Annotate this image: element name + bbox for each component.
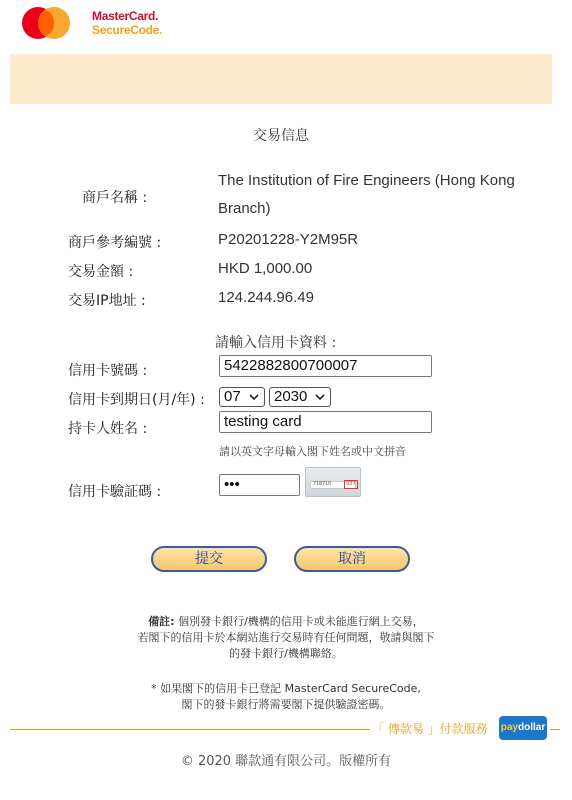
expiry-year-value: 2030 [274,388,308,405]
header-banner [10,54,552,104]
copyright: © 2020 聯款通有限公司。版權所有 [180,754,392,769]
card-back-digits: 718710 [313,481,332,487]
card-back-cvv-icon [305,467,361,497]
paydollar-logo [499,716,547,740]
holder-name-input[interactable]: testing card [219,411,432,433]
ip-value: 124.244.96.49 [218,289,314,306]
amount-value: HKD 1,000.00 [218,260,313,277]
expiry-label: 信用卡到期日(月/年) : [68,392,205,408]
transaction-title: 交易信息 [253,128,309,144]
remark-bold: 備註: [148,615,175,628]
amount-label: 交易金額 : [68,264,134,280]
ip-label: 交易IP地址 : [68,293,146,309]
brand-line-2: SecureCode. [92,23,163,37]
merchant-name-line1: The Institution of Fire Engineers (Hong Kong [218,172,515,189]
paydollar-dollar: dollar [518,722,546,733]
card-number-label: 信用卡號碼 : [68,363,148,379]
merchant-ref-value: P20201228-Y2M95R [218,231,359,248]
remark-line-1 [0,614,572,630]
card-back-cvv-box: 037 [344,480,358,489]
card-form-prompt: 請輸入信用卡資料 : [215,335,337,351]
cvv-label: 信用卡驗証碼 : [68,484,162,500]
expiry-month-value: 07 [224,388,241,405]
payment-service-text: 「 傳款易 」付款服務 [372,722,488,736]
footer-divider [10,729,370,730]
cvv-input[interactable]: ••• [219,474,300,496]
expiry-month-select[interactable] [219,387,265,407]
chevron-down-icon [248,391,260,403]
footer-divider-right [550,729,560,730]
remark-line-2: 若閣下的信用卡於本網站進行交易時有任何問題，敬請與閣下 [137,631,435,644]
cancel-button[interactable]: 取消 [294,546,410,572]
securecode-note-2: 閣下的發卡銀行將需要閣下提供驗證密碼。 [181,698,391,711]
securecode-note-1: * 如果閣下的信用卡已登記 MasterCard SecureCode, [151,682,421,695]
merchant-name-label: 商戶名稱 : [82,190,148,206]
remark-text-1: 個別發卡銀行/機構的信用卡或未能進行網上交易， [174,615,424,628]
holder-name-label: 持卡人姓名 : [68,421,148,437]
merchant-ref-label: 商戶參考編號 : [68,235,162,251]
chevron-down-icon [314,391,326,403]
mastercard-securecode-logo [18,6,178,42]
submit-button[interactable]: 提交 [151,546,267,572]
expiry-year-select[interactable] [269,387,331,407]
remark-line-3: 的發卡銀行/機構聯絡。 [229,647,343,660]
mastercard-overlap-icon [38,11,54,35]
card-number-input[interactable]: 5422882800700007 [219,355,432,377]
holder-name-hint: 請以英文字母輸入閣下姓名或中文拼音 [219,445,406,458]
paydollar-pay: pay [500,722,518,733]
brand-line-1: MasterCard. [92,9,159,23]
merchant-name-line2: Branch) [218,200,271,217]
